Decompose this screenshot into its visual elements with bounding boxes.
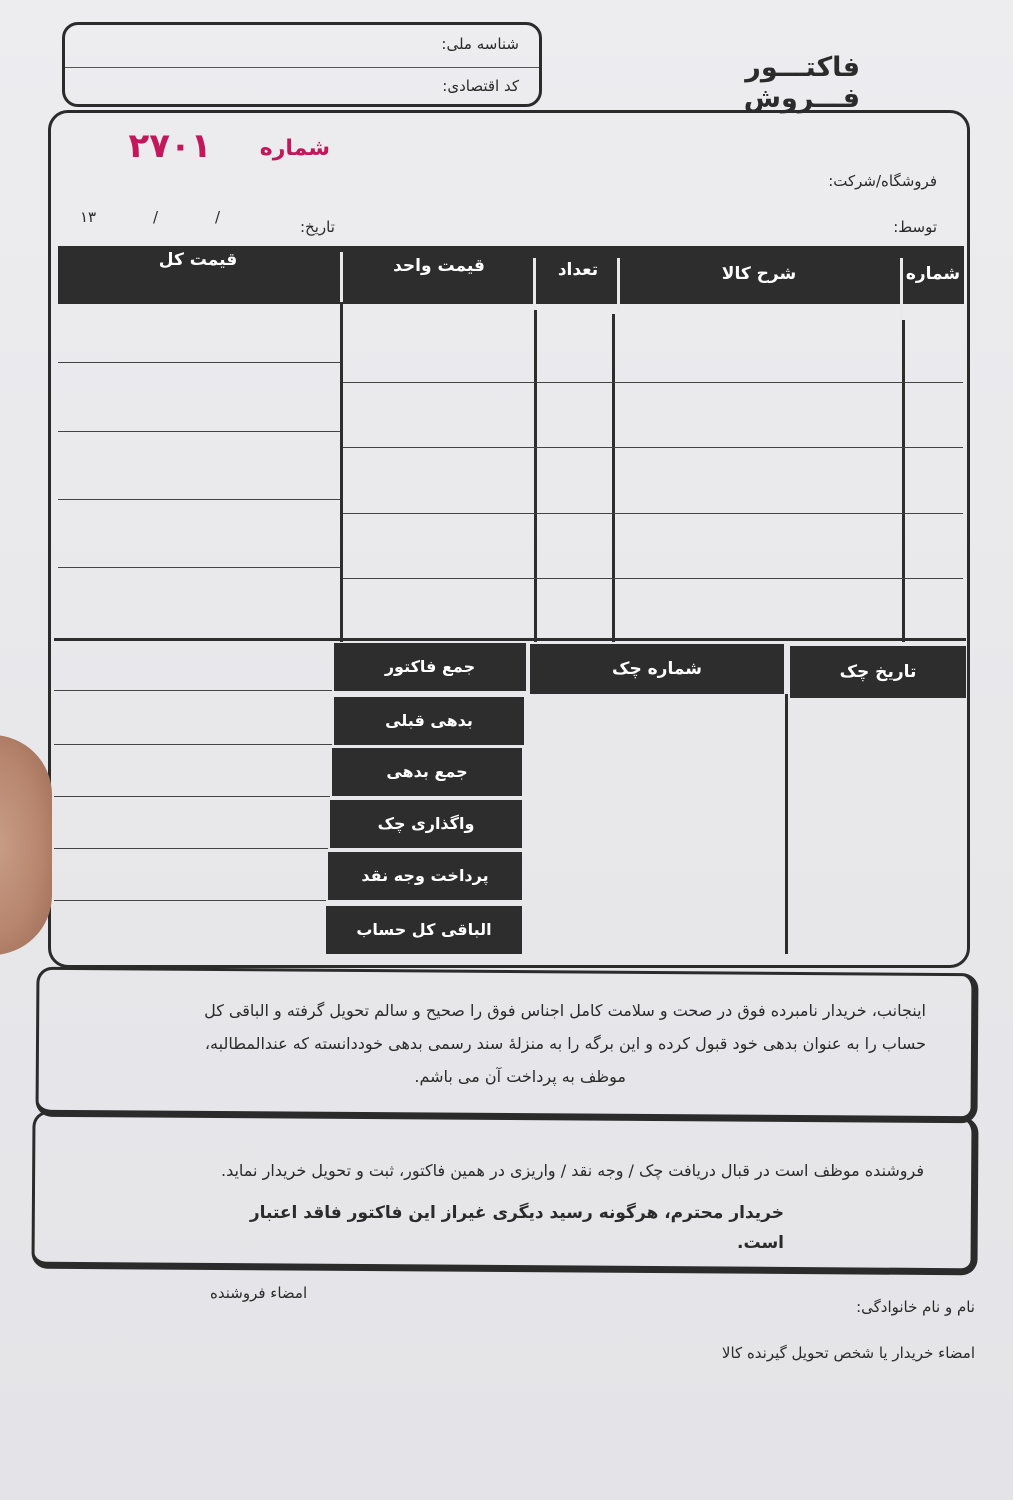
seller-notice-line-1: فروشنده موظف است در قبال دریافت چک / وجه نقد / واریزی در همین فاکتور، ثبت و تحویل خریدار نماید. [220, 1161, 924, 1180]
invoice-number-label: شماره [259, 136, 330, 161]
items-column-line [534, 310, 537, 642]
items-row-line [343, 513, 963, 514]
seller-signature-label: امضاء فروشنده [210, 1284, 308, 1302]
date-year-prefix: ۱۳ [80, 208, 97, 226]
header-row-number: شماره [905, 264, 961, 284]
header-total-price: قیمت کل [158, 250, 238, 270]
checks-column-line [785, 694, 788, 954]
summary-label-check-transfer: واگذاری چک [330, 800, 522, 848]
buyer-signature-label: امضاء خریدار یا شخص تحویل گیرنده کالا [721, 1344, 975, 1362]
items-row-line [58, 499, 340, 500]
items-row-line [343, 382, 963, 383]
store-label: فروشگاه/شرکت: [828, 172, 937, 190]
header-unit-price: قیمت واحد [393, 256, 485, 276]
economic-code-label: کد اقتصادی: [442, 77, 519, 95]
check-date-header: تاریخ چک [790, 646, 966, 698]
date-separator: / [214, 208, 220, 226]
tax-id-box [62, 22, 542, 107]
summary-label-total-debt: جمع بدهی [332, 748, 522, 796]
header-separator [617, 258, 620, 314]
summary-label-invoice-total: جمع فاکتور [334, 643, 526, 691]
date-separator: / [153, 208, 159, 226]
summary-row-line [54, 848, 328, 849]
date-label: تاریخ: [300, 218, 335, 236]
header-separator [340, 252, 343, 302]
full-name-label: نام و نام خانوادگی: [856, 1298, 975, 1316]
summary-label-previous-debt: بدهی قبلی [334, 697, 524, 745]
date-field [80, 208, 220, 226]
items-column-line [612, 314, 615, 642]
buyer-statement-line-3: موظف به پرداخت آن می باشم. [414, 1067, 626, 1086]
header-description: شرح کالا [721, 264, 797, 284]
summary-row-line [54, 796, 330, 797]
buyer-statement-line-2: حساب را به عنوان بدهی خود قبول کرده و این برگه را به منزلهٔ سند رسمی بدهی خوددانسته که عندالمطالبه، [204, 1034, 926, 1053]
by-label: توسط: [893, 218, 937, 236]
items-row-line [58, 567, 340, 568]
items-row-line [343, 447, 963, 448]
invoice-number-value: ۲۷۰۱ [128, 126, 212, 166]
summary-row-line [54, 900, 326, 901]
seller-notice-line-2: خریدار محترم، هرگونه رسید دیگری غیراز این فاکتور فاقد اعتبار است. [249, 1203, 784, 1253]
items-row-line [58, 431, 340, 432]
summary-row-line [54, 744, 332, 745]
items-column-line [902, 320, 905, 642]
id-box-divider [65, 67, 539, 68]
items-column-line [340, 302, 343, 642]
header-quantity: تعداد [557, 260, 599, 280]
items-row-line [343, 578, 963, 579]
items-row-line [58, 362, 340, 363]
check-number-header: شماره چک [530, 644, 784, 694]
invoice-title: فاکتـــور فـــروش [743, 52, 860, 114]
summary-label-cash-payment: پرداخت وجه نقد [328, 852, 522, 900]
thumb-overlay [0, 735, 52, 955]
national-id-label: شناسه ملی: [441, 35, 519, 53]
items-table-header [58, 246, 964, 304]
summary-label-remaining-balance: الباقی کل حساب [326, 906, 522, 954]
header-separator [900, 258, 903, 320]
summary-row-line [54, 690, 332, 691]
items-table-bottom [54, 638, 966, 641]
buyer-statement-line-1: اینجانب، خریدار نامبرده فوق در صحت و سلامت کامل اجناس فوق را صحیح و سالم تحویل گرفته و الباقی کل [204, 1001, 926, 1020]
header-separator [533, 258, 536, 310]
